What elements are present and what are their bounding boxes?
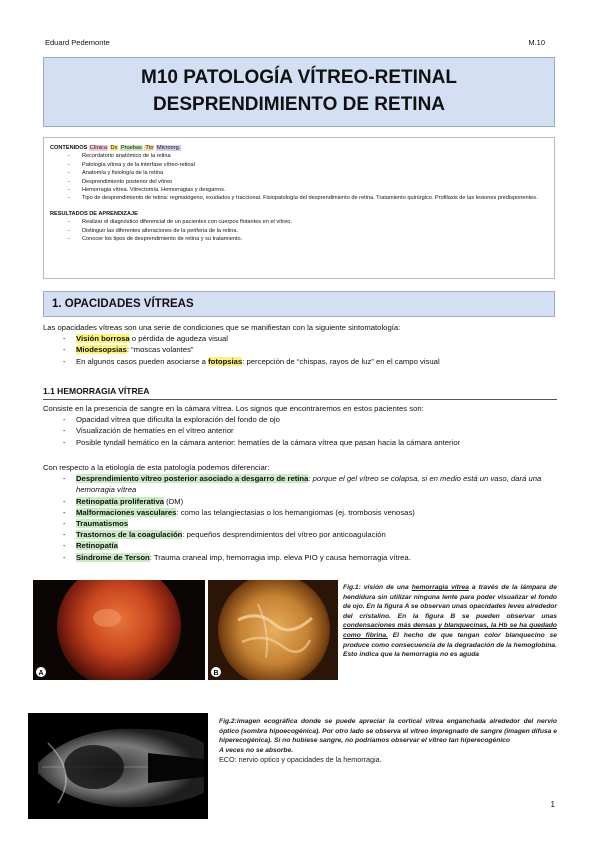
list-item: - Desprendimiento posterior del vítreo bbox=[68, 178, 548, 186]
section-1-1-signs bbox=[43, 403, 557, 448]
list-item: - Retinopatía bbox=[63, 540, 557, 551]
page-number: 1 bbox=[550, 800, 555, 809]
section-1-heading: 1. OPACIDADES VÍTREAS bbox=[43, 291, 555, 317]
list-item: - Opacidad vítrea que dificulta la exploración del fondo de ojo bbox=[63, 414, 557, 425]
list-item: - Recordatorio anatómico de la retina bbox=[68, 152, 548, 160]
list-item: - Posible tyndall hemático en la cámara anterior: hematíes de la cámara vítrea que pasan hacia la cámara anterior bbox=[63, 437, 557, 448]
section-1-intro: Las opacidades vítreas son una serie de condiciones que se manifiestan con la siguiente sintomatología: bbox=[43, 323, 401, 332]
fig2-note: A veces no se absorbe. bbox=[219, 746, 294, 754]
list-item: - En algunos casos pueden asociarse a fotopsias: percepción de “chispas, rayos de luz” en el campo visual bbox=[63, 356, 557, 367]
etiology-intro: Con respecto a la etiología de esta patología podemos diferenciar: bbox=[43, 463, 270, 472]
list-item: - Anatomía y fisiología de la retina bbox=[68, 169, 548, 177]
list-item: - Malformaciones vasculares: como las telangiectasias o los hemangiomas (ej. trombosis venosas) bbox=[63, 507, 557, 518]
list-item: - Visión borrosa o pérdida de agudeza visual bbox=[63, 333, 557, 344]
list-item: - Traumatismos bbox=[63, 518, 557, 529]
contents-box bbox=[43, 137, 555, 279]
section-1-body bbox=[43, 322, 557, 367]
tag-pruebas: Pruebas bbox=[120, 145, 142, 151]
fig1-image-a bbox=[33, 580, 205, 680]
list-item: - Distinguir las diferentes alteraciones de la periferia de la retina. bbox=[68, 227, 548, 235]
list-item: - Trastornos de la coagulación: pequeños desprendimientos del vítreo por anticoagulación bbox=[63, 529, 557, 540]
tag-tto: Tto bbox=[145, 145, 154, 151]
list-item: - Realizar el diagnóstico diferencial de un pacientes con cuerpos flotantes en el vítreo. bbox=[68, 218, 548, 226]
section-1-1-heading: 1.1 HEMORRAGIA VÍTREA bbox=[43, 386, 557, 400]
author: Eduard Pedemonte bbox=[45, 38, 110, 47]
contents-list bbox=[68, 152, 548, 202]
section-1-1-intro: Consiste en la presencia de sangre en la cámara vítrea. Los signos que encontraremos en estos pacientes son: bbox=[43, 404, 424, 413]
title-box bbox=[43, 57, 555, 127]
course-code: M.10 bbox=[528, 38, 545, 47]
list-item: - Síndrome de Terson: Trauma craneal imp, hemorragia imp. eleva PIO y causa hemorragia vítrea. bbox=[63, 552, 557, 563]
list-item: - Conocer los tipos de desprendimiento de retina y su tratamiento. bbox=[68, 235, 548, 243]
section-1-1-etiology bbox=[43, 462, 557, 563]
page-header bbox=[45, 38, 555, 50]
contenidos-label: CONTENIDOS bbox=[50, 145, 88, 151]
list-item: - Patología vítrea y de la interfase vítreo-retinal bbox=[68, 161, 548, 169]
list-item: - Visualización de hematíes en el vítreo anterior bbox=[63, 425, 557, 436]
title-line-2: DESPRENDIMIENTO DE RETINA bbox=[152, 94, 446, 115]
list-item: - Tipo de desprendimiento de retina: regmatógeno, exudados y traccional. Fisiopatología del desprendimiento de retina. Tratamiento quirúrgico. Profilaxis de las lesiones predisponentes. bbox=[68, 194, 548, 202]
fig2-eco: ECO: nervio optico y opacidades de la hemorragia. bbox=[219, 755, 382, 765]
fig1-caption: Fig.1: visión de una hemorragia vítrea a través de la lámpara de hendidura sin utilizar ninguna lente para poder visualizar el fondo de ojo. En la figura A se observan unas opacidades leves alrededor del cristalino. En la figura B se pueden observar unas condensaciones más densas y blanquecinas, la Hb se ha quedado como fibrina. El hecho de que tengan color blanquecino se produce como consecuencia de la degradación de la hemoglobina. Esto indica que la hemorragia no es aguda bbox=[343, 584, 557, 659]
fig2-ultrasound-image bbox=[28, 713, 208, 819]
fig1-image-b bbox=[208, 580, 338, 680]
fig1-label-b: B bbox=[213, 670, 219, 677]
results-label: RESULTADOS DE APRENDIZAJE bbox=[50, 210, 138, 217]
title-line-1: M10 PATOLOGÍA VÍTREO-RETINAL bbox=[141, 67, 457, 88]
list-item: - Retinopatía proliferativa (DM) bbox=[63, 496, 557, 507]
list-item: - Hemorragia vítrea. Vitrectomía. Hemorragias y desgarros. bbox=[68, 186, 548, 194]
fig1-label-a: A bbox=[38, 670, 44, 677]
list-item: - Desprendimiento vítreo posterior asociado a desgarro de retina: porque el gel vítreo se colapsa, si en medio está un vaso, dará una hemorragia vítrea bbox=[63, 473, 557, 495]
results-list bbox=[68, 218, 548, 243]
fig2-caption: Fig.2:imagen ecográfica donde se puede apreciar la cortical vítrea enganchada alrededor del nervio óptico (sombra hipoecogénica). Por otro lado se observa el vítreo impregnado de sangre (imagen difusa e hiperecogénica). Si no hubiese sangre, no podríamos observar el vítreo tan hiperecogénico A veces no se absorbe. ECO: nervio optico y opacidades de la hemorragia. bbox=[219, 718, 557, 765]
tag-microorg: Microorg. bbox=[157, 145, 181, 151]
tag-dx: Dx bbox=[110, 145, 118, 151]
tag-clinica: Clínica bbox=[89, 145, 107, 151]
list-item: - Miodesopsias: “moscas volantes” bbox=[63, 344, 557, 355]
